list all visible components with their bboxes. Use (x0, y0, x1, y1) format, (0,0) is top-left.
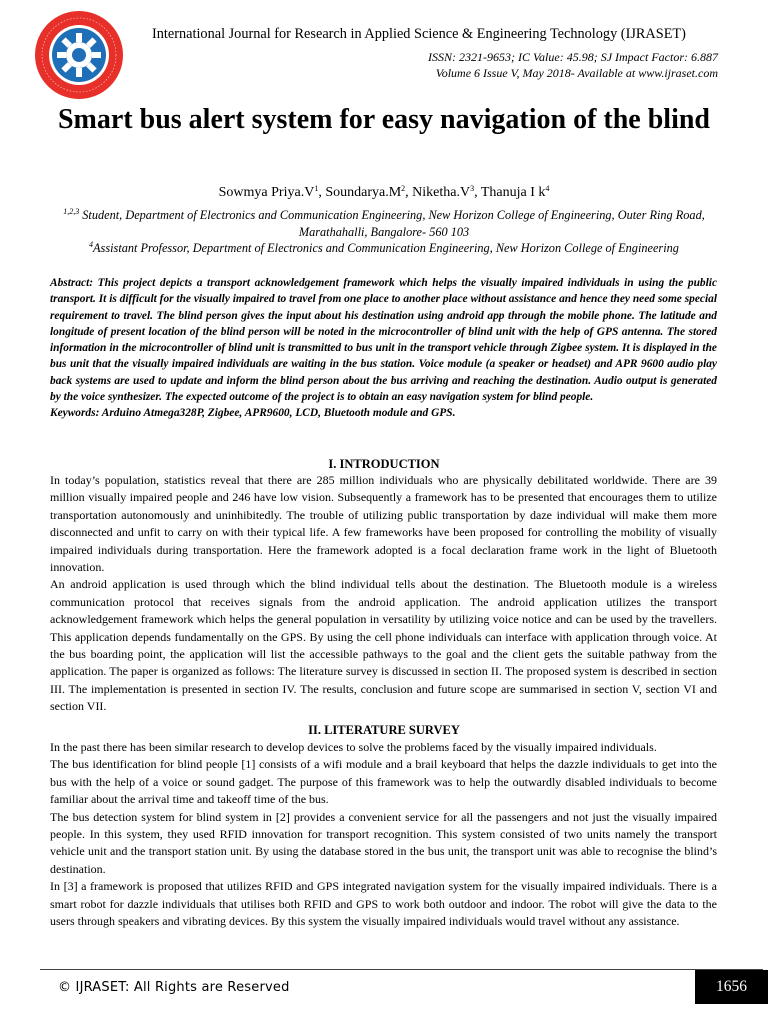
keywords-text: Keywords: Arduino Atmega328P, Zigbee, APR9600, LCD, Bluetooth module and GPS. (50, 407, 456, 420)
paragraph: In the past there has been similar research to develop devices to solve the problems faced by the visually impaired individuals. (50, 740, 657, 754)
paragraph: In [3] a framework is proposed that utilizes RFID and GPS integrated navigation system for the visually impaired individuals. There is a smart robot for dazzle individuals that utilises both RFID and GPS to work both outdoor and indoor. The robot will give the data to the users through speakers and vibrating devices. By this system the visually impaired individuals would travel without any assistance. (50, 879, 717, 929)
page-number: 1656 (695, 970, 768, 1004)
journal-logo (33, 9, 125, 101)
author-list: Sowmya $Priya.V^1$, $Soundarya.M^2$, $Niketha.V^3$, Thanuja I $k^4$ (218, 184, 550, 200)
author-sup: 2 (401, 184, 406, 193)
affiliation-professor (40, 240, 728, 257)
paragraph: In today’s population, statistics reveal that there are 285 million individuals who are physically debilitated worldwide. There are 39 million visually impaired people and 246 have low vision. Subsequently a framework has to be presented that encourages them to utilize transportation autonomously and uninhibitedly. The trouble of utilizing public transportation by daze individual will make them more disconnected and unfit to carry on with their typical life. A few frameworks have been proposed for controlling the mobility of visually impaired individuals during transportation. Here the framework adopted is a focal declaration frame work in the light of Bluetooth innovation. (50, 473, 717, 575)
author-sup: 3 (470, 184, 475, 193)
paragraph: An android application is used through which the blind individual tells about the destination. The Bluetooth module is a wireless communication protocol that receives signals from the android application. The android application utilizes the transport acknowledgement framework which helps the general population in versatility by utilizing voice notice and can be used by the travellers. This application depends fundamentally on the GPS. By using the cell phone individuals can interface with application through voice. At the bus boarding point, the application will list the accessible pathways to the goal and the client gets the suitable pathway from the application. The paper is organized as follows: The literature survey is discussed in section II. The proposed system is described in section III. The implementation is presented in section IV. The results, conclusion and future scope are summarised in section V, section VI and section VII. (50, 577, 717, 714)
journal-name: International Journal for Research in Applied Science & Engineering Technology (IJRASET) (152, 26, 686, 42)
affiliation-students (40, 207, 728, 241)
section-body-literature-survey (50, 739, 717, 930)
author-name: Soundarya.M (325, 185, 402, 200)
affiliation-text: Student, Department of Electronics and Communication Engineering, New Horizon College of Engineering, Outer Ring Road, Marathahalli, Bangalore- 560 103 (82, 208, 705, 239)
issn-line: ISSN: 2321-9653; IC Value: 45.98; SJ Impact Factor: 6.887 (428, 50, 718, 64)
paragraph: The bus detection system for blind system in [2] provides a convenient service for all the passengers and not just the visually impaired people. In this system, they used RFID innovation for transport recognition. This system consisted of two units namely the transport vehicle unit and the transport station unit. By using the database stored in the bus unit, the transport unit was able to recognise the blind’s destination. (50, 809, 717, 876)
affiliation-sup: 1,2,3 (63, 207, 80, 216)
affiliation-sup: 4 (89, 240, 94, 249)
author-name: Thanuja I k (480, 185, 546, 200)
author-sup: 1 (314, 184, 319, 193)
section-body-introduction (50, 472, 717, 716)
section-heading-literature-survey: II. LITERATURE SURVEY (308, 723, 460, 737)
footer-divider (40, 969, 763, 970)
abstract-block (50, 275, 717, 422)
author-name: Niketha.V (412, 185, 471, 200)
volume-line: Volume 6 Issue V, May 2018- Available at www.ijraset.com (435, 66, 718, 80)
paper-title: Smart bus alert system for easy navigation of the blind (57, 104, 711, 135)
ijraset-seal-icon (33, 9, 125, 101)
affiliation-text: Assistant Professor, Department of Electronics and Communication Engineering, New Horizon College of Engineering (93, 241, 679, 255)
journal-meta (428, 49, 718, 81)
copyright-notice: © IJRASET: All Rights are Reserved (58, 980, 290, 995)
author-name: Sowmya Priya.V (218, 185, 315, 200)
abstract-text: Abstract: This project depicts a transport acknowledgement framework which helps the visually impaired individuals in using the public transport. It is difficult for the visually impaired to travel from one place to another place without assistance and hence they need some special requirement to travel. The blind person gives the input about his destination using android app through the mobile phone. The latitude and longitude of present location of the blind person will be noted in the microcontroller of blind unit with the help of GPS antenna. The stored information in the microcontroller of blind unit is transmitted to bus unit in the transport vehicle through Zigbee system. It is displayed in the bus unit that the visually impaired individuals are waiting in the bus station. Voice module (a speaker or headset) and APR 9600 audio play back systems are used to update and inform the blind person about the bus arriving and reaching the destination. Audio output is generated by the voice synthesizer. The expected outcome of the project is to obtain an easy navigation system for blind people. (50, 277, 717, 404)
author-sup: 4 (545, 184, 550, 193)
paragraph: The bus identification for blind people [1] consists of a wifi module and a brail keyboard that helps the dazzle individuals to get into the bus with the help of a voice or sound gadget. The purpose of this framework was to help the outwardly disabled individuals to become familiar about the arrival time and takeoff time of the bus. (50, 757, 717, 807)
section-heading-introduction: I. INTRODUCTION (328, 457, 440, 471)
